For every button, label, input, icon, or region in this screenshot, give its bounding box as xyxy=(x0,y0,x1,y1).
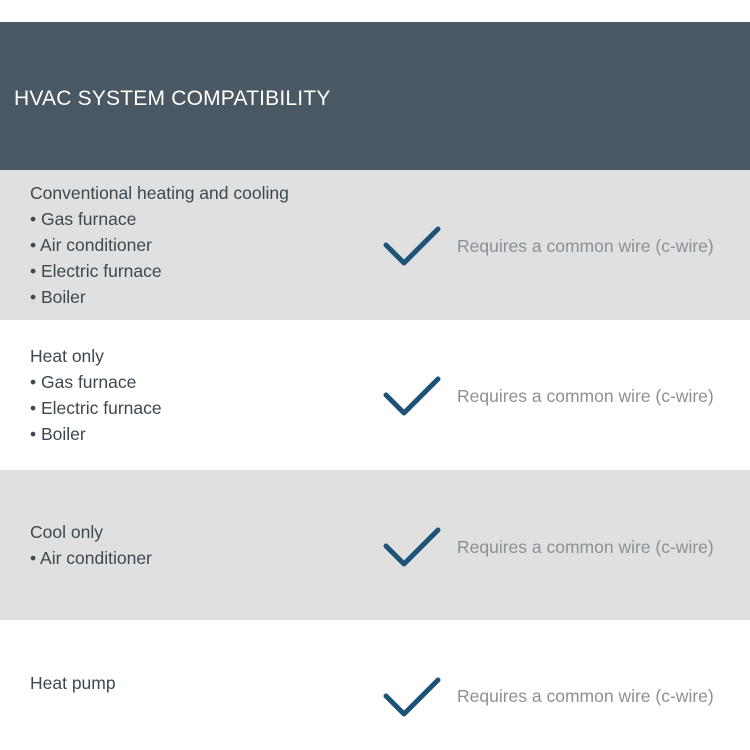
system-item: • Air conditioner xyxy=(30,235,152,255)
system-item: • Electric furnace xyxy=(30,398,162,418)
system-item: • Gas furnace xyxy=(30,372,137,392)
system-description xyxy=(30,170,289,320)
checkmark-icon xyxy=(383,375,441,419)
checkmark-icon xyxy=(383,676,441,720)
system-description xyxy=(30,470,152,620)
compat-row-heat-pump xyxy=(0,620,750,750)
page-title: HVAC SYSTEM COMPATIBILITY xyxy=(14,87,331,110)
compat-row-cool-only xyxy=(0,470,750,620)
requirement-note: Requires a common wire (c-wire) xyxy=(457,386,714,406)
system-description xyxy=(30,670,116,696)
checkmark-icon xyxy=(383,225,441,269)
checkmark-icon xyxy=(383,526,441,570)
requirement-note: Requires a common wire (c-wire) xyxy=(457,236,714,256)
requirement-note: Requires a common wire (c-wire) xyxy=(457,537,714,557)
system-item: • Electric furnace xyxy=(30,261,162,281)
system-item: • Gas furnace xyxy=(30,209,137,229)
system-title: Conventional heating and cooling xyxy=(30,183,289,203)
system-item: • Boiler xyxy=(30,287,86,307)
system-title: Heat pump xyxy=(30,673,116,693)
system-title: Heat only xyxy=(30,346,104,366)
system-item: • Air conditioner xyxy=(30,548,152,568)
compat-row-heat-only xyxy=(0,320,750,470)
compat-row-conventional xyxy=(0,170,750,320)
header-banner xyxy=(0,22,750,170)
system-title: Cool only xyxy=(30,522,103,542)
requirement-note: Requires a common wire (c-wire) xyxy=(457,686,714,706)
system-description xyxy=(30,320,162,470)
system-item: • Boiler xyxy=(30,424,86,444)
